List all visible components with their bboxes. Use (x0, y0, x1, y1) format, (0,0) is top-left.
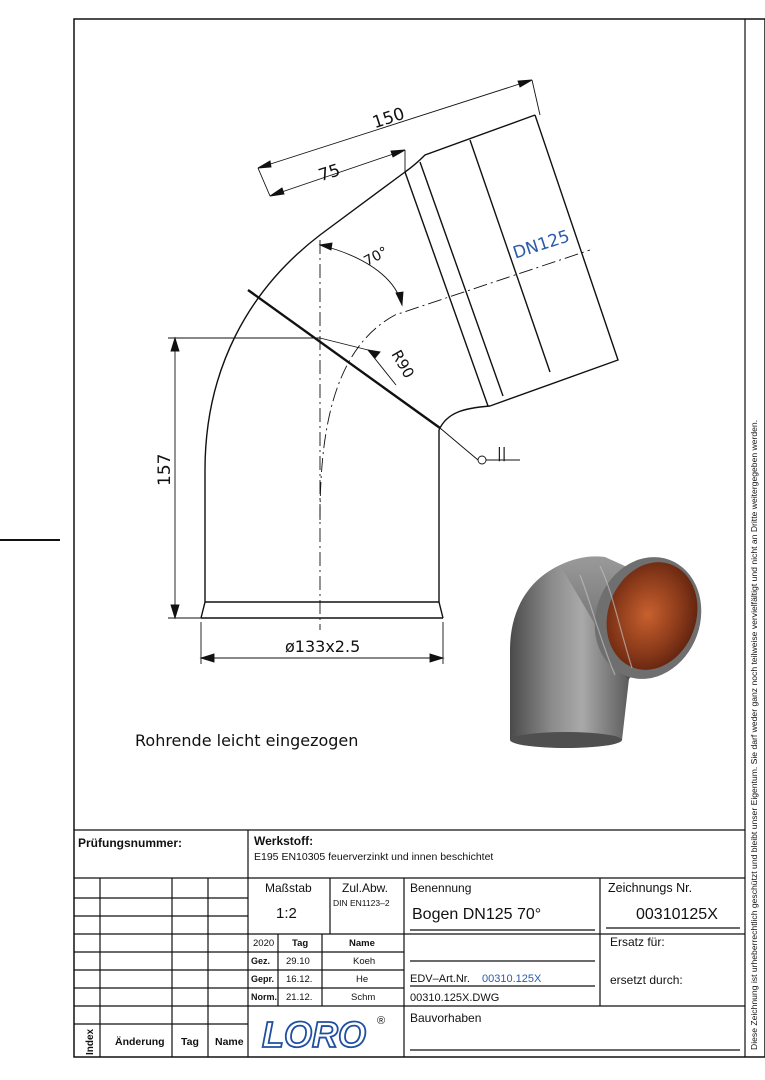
dim-150: 150 (370, 104, 408, 134)
ersatz-label: Ersatz für: (610, 935, 665, 949)
tag-header: Tag (292, 938, 309, 949)
note-text: Rohrende leicht eingezogen (135, 731, 359, 750)
loro-logo (262, 1014, 385, 1055)
sheet-border (74, 19, 765, 1057)
svg-text:®: ® (377, 1015, 386, 1027)
pruefungsnummer-label: Prüfungsnummer: (78, 836, 183, 850)
edv-label: EDV–Art.Nr. (410, 973, 470, 985)
gez-label: Gez. (251, 956, 271, 966)
massstab-label: Maßstab (265, 881, 312, 895)
parallel-symbol: || (497, 446, 507, 462)
bauvorhaben-label: Bauvorhaben (410, 1011, 482, 1025)
norm-label: Norm. (251, 992, 278, 1002)
dim-angle: 70° (361, 243, 391, 270)
norm-tag: 21.12. (286, 992, 313, 1003)
name-header: Name (349, 938, 375, 949)
name-col-label: Name (215, 1036, 244, 1048)
benennung-label: Benennung (410, 881, 472, 895)
gepr-label: Gepr. (251, 974, 275, 984)
gepr-name: He (356, 974, 369, 985)
dim-75: 75 (316, 160, 343, 187)
gez-name: Koeh (353, 956, 376, 967)
copyright-note: Diese Zeichnung ist urheberrechtlich geschützt und bleibt unser Eigentum. Sie darf weder ganz noch teilweise vervielfältigt und nicht an Dritte weitergegeben werden. (749, 419, 759, 1050)
index-label: Index (85, 1028, 96, 1055)
edv-value: 00310.125X (482, 973, 542, 985)
dim-dn: DN125 (510, 226, 573, 264)
norm-name: Schm (351, 992, 376, 1003)
dwg-value: 00310.125X.DWG (410, 992, 500, 1004)
gepr-tag: 16.12. (286, 974, 313, 985)
zeichnungsnr-label: Zeichnungs Nr. (608, 881, 693, 895)
massstab-value: 1:2 (276, 905, 297, 922)
zeichnungsnr-value: 00310125X (636, 906, 718, 923)
dimension-lines (168, 80, 540, 664)
tag-col-label: Tag (181, 1036, 199, 1048)
elbow-render (510, 542, 718, 748)
gez-tag: 29.10 (286, 956, 310, 967)
zulabw-label: Zul.Abw. (342, 881, 389, 895)
year-cell: 2020 (253, 938, 275, 949)
dim-radius: R90 (387, 346, 418, 382)
benennung-value: Bogen DN125 70° (412, 906, 542, 923)
aenderung-label: Änderung (115, 1036, 165, 1048)
zulabw-value: DIN EN1123–2 (333, 898, 390, 908)
dim-diameter: ø133x2.5 (285, 637, 361, 656)
werkstoff-value: E195 EN10305 feuerverzinkt und innen beschichtet (254, 851, 494, 863)
svg-text:LORO: LORO (262, 1014, 366, 1055)
werkstoff-label: Werkstoff: (254, 834, 314, 848)
dim-157: 157 (155, 453, 175, 486)
ersetzt-label: ersetzt durch: (610, 973, 683, 987)
